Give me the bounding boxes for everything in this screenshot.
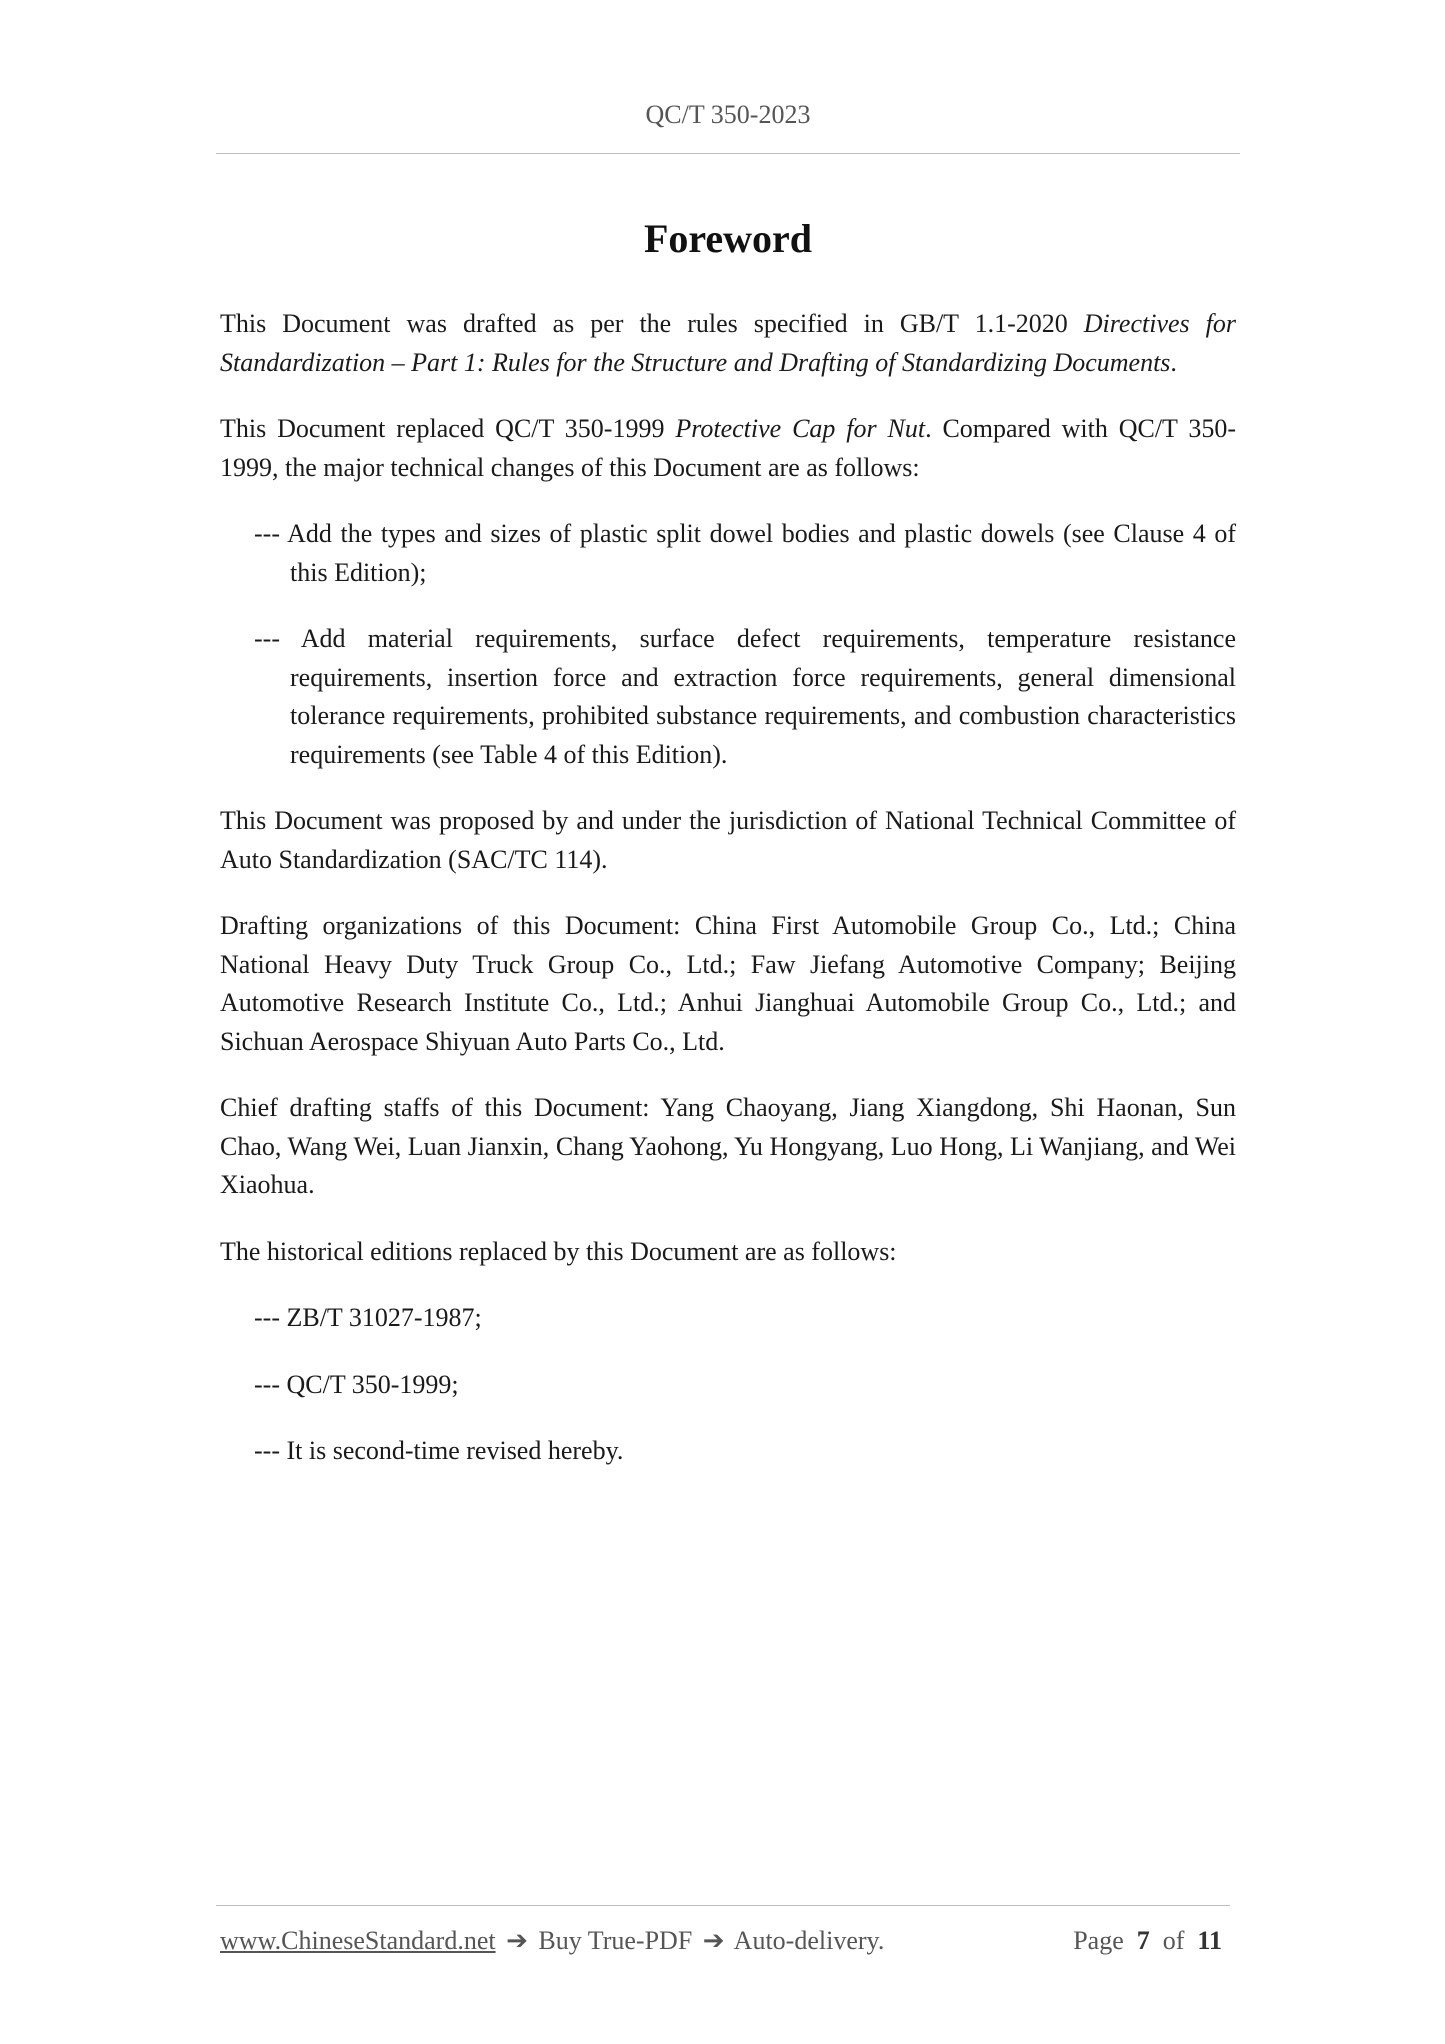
website-link[interactable]: www.ChineseStandard.net: [220, 1926, 496, 1955]
page-label: Page: [1073, 1926, 1124, 1955]
footer-divider: [216, 1905, 1230, 1906]
paragraph-historical-editions: The historical editions replaced by this Document are as follows:: [220, 1236, 897, 1266]
paragraph-jurisdiction: This Document was proposed by and under the jurisdiction of National Technical Committee of Auto Standardization (SAC/TC 114).: [220, 806, 1236, 874]
paragraph-drafting-organizations: Drafting organizations of this Document: China First Automobile Group Co., Ltd.; China National Heavy Duty Truck Group Co., Ltd.; Faw Jiefang Automotive Company; Beijing Automotive Research Institute Co., Ltd.; Anhui Jianghuai Automobile Group Co., Ltd.; and Sichuan Aerospace Shiyuan Auto Parts Co., Ltd.: [220, 911, 1236, 1056]
footer-step-buy: Buy True-PDF: [538, 1926, 693, 1955]
history-item: --- QC/T 350-1999;: [254, 1369, 459, 1399]
document-id: QC/T 350-2023: [645, 100, 811, 129]
paragraph-drafting-staff: Chief drafting staffs of this Document: Yang Chaoyang, Jiang Xiangdong, Shi Haonan, Sun Chao, Wang Wei, Luan Jianxin, Chang Yaohong, Yu Hongyang, Luo Hong, Li Wanjiang, and Wei Xiaohua.: [220, 1093, 1236, 1199]
history-item: --- ZB/T 31027-1987;: [254, 1303, 482, 1332]
cited-standard-title: Directives for Standardization – Part 1: Rules for the Structure and Drafting of Standardizing Documents: [220, 309, 1236, 377]
total-pages: 11: [1197, 1926, 1222, 1955]
replaced-standard-title: Protective Cap for Nut: [675, 414, 926, 443]
footer-promo: [220, 1926, 884, 1956]
arrow-right-icon: ➔: [702, 1926, 725, 1955]
change-item: --- Add material requirements, surface defect requirements, temperature resistance requirements, insertion force and extraction force requirements, general dimensional tolerance requirements, prohibited substance requirements, and combustion characteristics requirements (see Table 4 of this Edition).: [254, 624, 1236, 769]
of-label: of: [1162, 1926, 1185, 1955]
page-number: [1073, 1926, 1222, 1956]
change-item: --- Add the types and sizes of plastic split dowel bodies and plastic dowels (see Clause 4 of this Edition);: [254, 519, 1236, 587]
arrow-right-icon: ➔: [506, 1926, 528, 1955]
header-divider: [216, 153, 1240, 154]
document-body: [220, 305, 1236, 1499]
footer-step-delivery: Auto-delivery.: [733, 1926, 885, 1955]
history-item: --- It is second-time revised hereby.: [254, 1436, 624, 1465]
page-title: Foreword: [643, 216, 813, 261]
paragraph-replacement: This Document replaced QC/T 350-1999 Protective Cap for Nut. Compared with QC/T 350-1999, the major technical changes of this Document are as follows:: [220, 414, 1236, 482]
paragraph-drafting-rules: This Document was drafted as per the rules specified in GB/T 1.1-2020 Directives for Standardization – Part 1: Rules for the Structure and Drafting of Standardizing Documents.: [220, 309, 1236, 377]
current-page: 7: [1136, 1926, 1150, 1955]
page-header: [216, 100, 1240, 130]
